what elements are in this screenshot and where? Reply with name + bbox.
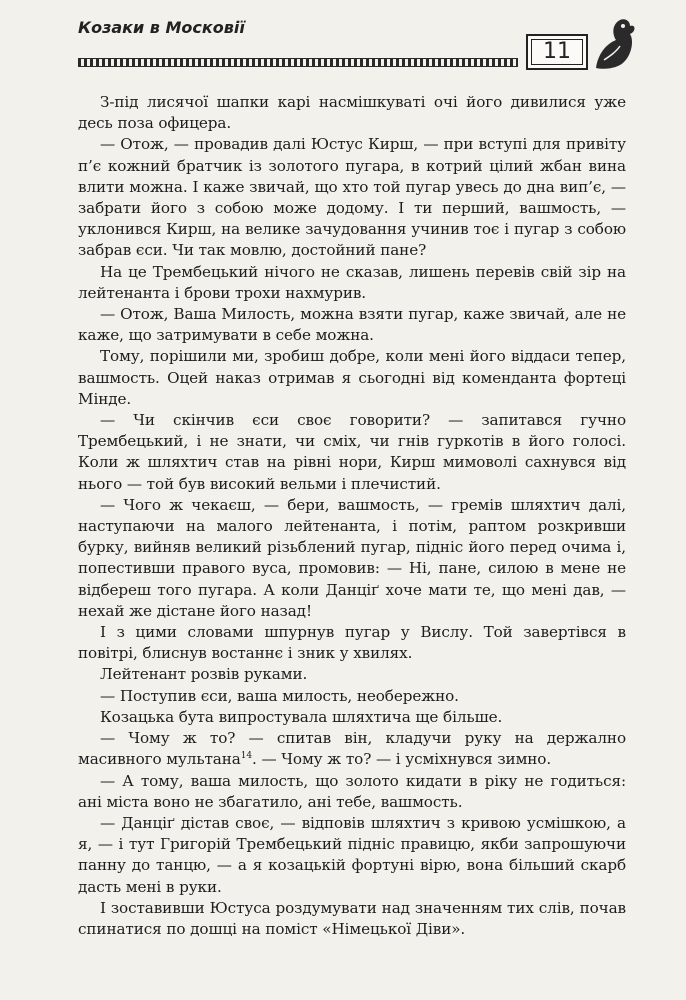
paragraph-10: — Поступив єси, ваша милость, необережно. [100, 686, 459, 705]
paragraph-7: — Чого ж чекаєш, — бери, вашмость, — гремів шляхтич далі, наступаючи на малого лейтенанта, і потім, раптом розкривши бурку, вийняв великий різьблений пугар, підніс його перед очима і, попестивши правого вуса, промовив: — Ні, пане, силою в мене не відбереш того пугара. А коли Данціґ хоче мати те, що мені дав, — нехай же дістане його назад! [78, 495, 626, 620]
paragraph-15: І зоставивши Юстуса роздумувати над значенням тих слів, почав спинатися по дошці на поміст «Німецької Діви». [78, 898, 626, 938]
paragraph-6: — Чи скінчив єси своє говорити? — запитався гучно Трембецький, і не знати, чи сміх, чи гнів гуркотів в його голосі. Коли ж шляхтич став на рівні нори, Кирш мимоволі сахнувся від нього — той був високий вельми і плечистий. [78, 411, 626, 493]
paragraph-12 [78, 728, 626, 770]
paragraph-1: З-під лисячої шапки карі насмішкуваті очі його дивилися уже десь поза офицера. [78, 93, 626, 133]
paragraph-13: — А тому, ваша милость, що золото кидати в ріку не годиться: ані міста воно не збагатило, ані тебе, вашмость. [78, 771, 626, 811]
paragraph-4: — Отож, Ваша Милость, можна взяти пугар, каже звичай, але не каже, що затримувати в себе можна. [78, 305, 626, 345]
decorative-rule [78, 58, 518, 67]
paragraph-12-text: — Чому ж то? — спитав він, кладучи руку на держално масивного мультана [78, 729, 626, 769]
paragraph-5: Тому, порішили ми, зробиш добре, коли мені його віддаси тепер, вашмость. Оцей наказ отримав я сьогодні від коменданта фортеці Мінде. [78, 347, 626, 408]
paragraph-9: Лейтенант розвів руками. [100, 665, 308, 684]
running-title: Козаки в Московії [78, 18, 245, 37]
paragraph-3: На це Трембецький нічого не сказав, лишень перевів свій зір на лейтенанта і брови трохи нахмурив. [78, 262, 626, 302]
body-text [78, 92, 626, 940]
paragraph-12-continuation: . — Чому ж то? — і усміхнувся зимно. [252, 750, 552, 769]
paragraph-14: — Данціґ дістав своє, — відповів шляхтич з кривою усмішкою, а я, — і тут Григорій Трембецький підніс правицю, якби запрошуючи панну до танцю, — а я козацькій фортуні вірю, вона більший скарб дасть мені в руки. [78, 813, 626, 896]
bird-ornament-icon [590, 14, 638, 74]
footnote-marker: 14 [240, 751, 253, 762]
paragraph-8: І з цими словами шпурнув пугар у Вислу. Той завертівся в повітрі, блиснув востаннє і зник у хвилях. [78, 623, 626, 663]
page-header [78, 14, 638, 78]
paragraph-2: — Отож, — провадив далі Юстус Кирш, — при вступі для привіту п’є кожний братчик із золотого пугара, в котрий цілий жбан вина влити можна. І каже звичай, що хто той пугар увесь до дна вип’є, — забрати його з собою може додому. І ти перший, вашмость, — уклонився Кирш, на велике зачудовання учинив тоє і пугар з собою забрав єси. Чи так мовлю, достойний пане? [78, 135, 626, 260]
paragraph-11: Козацька бута випростувала шляхтича ще більше. [100, 707, 503, 726]
page-number: 11 [526, 34, 588, 70]
